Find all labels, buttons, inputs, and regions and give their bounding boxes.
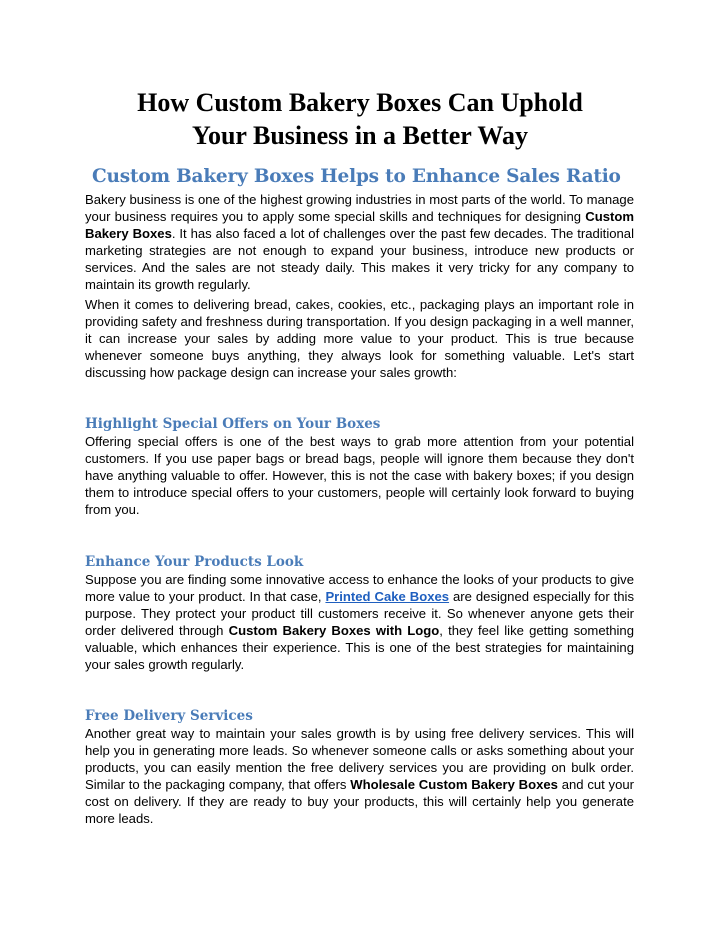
intro-p1-text-a: Bakery business is one of the highest growing industries in most parts of the world. To manage your business requires you to apply some special skills and techniques for designing — [85, 192, 634, 224]
intro-paragraph-1 — [85, 191, 634, 293]
section-1-heading: Highlight Special Offers on Your Boxes — [85, 416, 381, 432]
intro-paragraph-2: When it comes to delivering bread, cakes, cookies, etc., packaging plays an important role in providing safety and freshness during transportation. If you design packaging in a well manner, it can increase your sales by adding more value to your product. This is true because whenever someone buys anything, they always look for something valuable. Let's start discussing how package design can increase your sales growth: — [85, 297, 634, 380]
section-3-paragraph — [85, 725, 634, 827]
section-2-text-a: Suppose you are finding some innovative access to enhance the looks of your products to give more value to your product. In that case, — [85, 572, 634, 604]
section-2-bold: Custom Bakery Boxes with Logo — [228, 623, 440, 638]
section-2-heading: Enhance Your Products Look — [85, 554, 304, 570]
title-line-2: Your Business in a Better Way — [192, 121, 528, 150]
section-3-bold: Wholesale Custom Bakery Boxes — [350, 777, 558, 792]
document-title — [60, 86, 660, 152]
section-1-paragraph: Offering special offers is one of the best ways to grab more attention from your potential customers. If you use paper bags or bread bags, people will ignore them because they don't have anything valuable to offer. However, this is not the case with bakery boxes; if you design them to introduce special offers to your customers, people will certainly look forward to buying from you. — [85, 434, 634, 517]
title-line-1: How Custom Bakery Boxes Can Uphold — [137, 88, 583, 117]
printed-cake-boxes-link[interactable]: Printed Cake Boxes — [325, 589, 450, 604]
intro-p1-text-c: . It has also faced a lot of challenges over the past few decades. The traditional marketing strategies are not enough to expand your business, introduce new products or services. And the sales are not steady daily. This makes it very tricky for any company to maintain its growth regularly. — [85, 226, 634, 292]
section-3-text-b: and cut your cost on delivery. If they are ready to buy your products, this will certainly help you generate more leads. — [85, 777, 635, 826]
section-2-text-b: are designed especially for this purpose. They protect your product till customers receive it. So whenever anyone gets their order delivered through — [85, 589, 635, 638]
main-heading: Custom Bakery Boxes Helps to Enhance Sales Ratio — [92, 166, 621, 187]
section-3-heading: Free Delivery Services — [85, 708, 253, 724]
section-2-paragraph — [85, 571, 634, 673]
section-3-text-a: Another great way to maintain your sales growth is by using free delivery services. This will help you in generating more leads. So whenever someone calls or asks something about your products, you can easily mention the free delivery services you are providing on bulk order. Similar to the packaging company, that offers — [85, 726, 634, 792]
intro-p1-bold: Custom Bakery Boxes — [85, 209, 634, 241]
section-2-text-c: , they feel like getting something valuable, which enhances their experience. This is one of the best strategies for maintaining your sales growth regularly. — [85, 623, 634, 672]
